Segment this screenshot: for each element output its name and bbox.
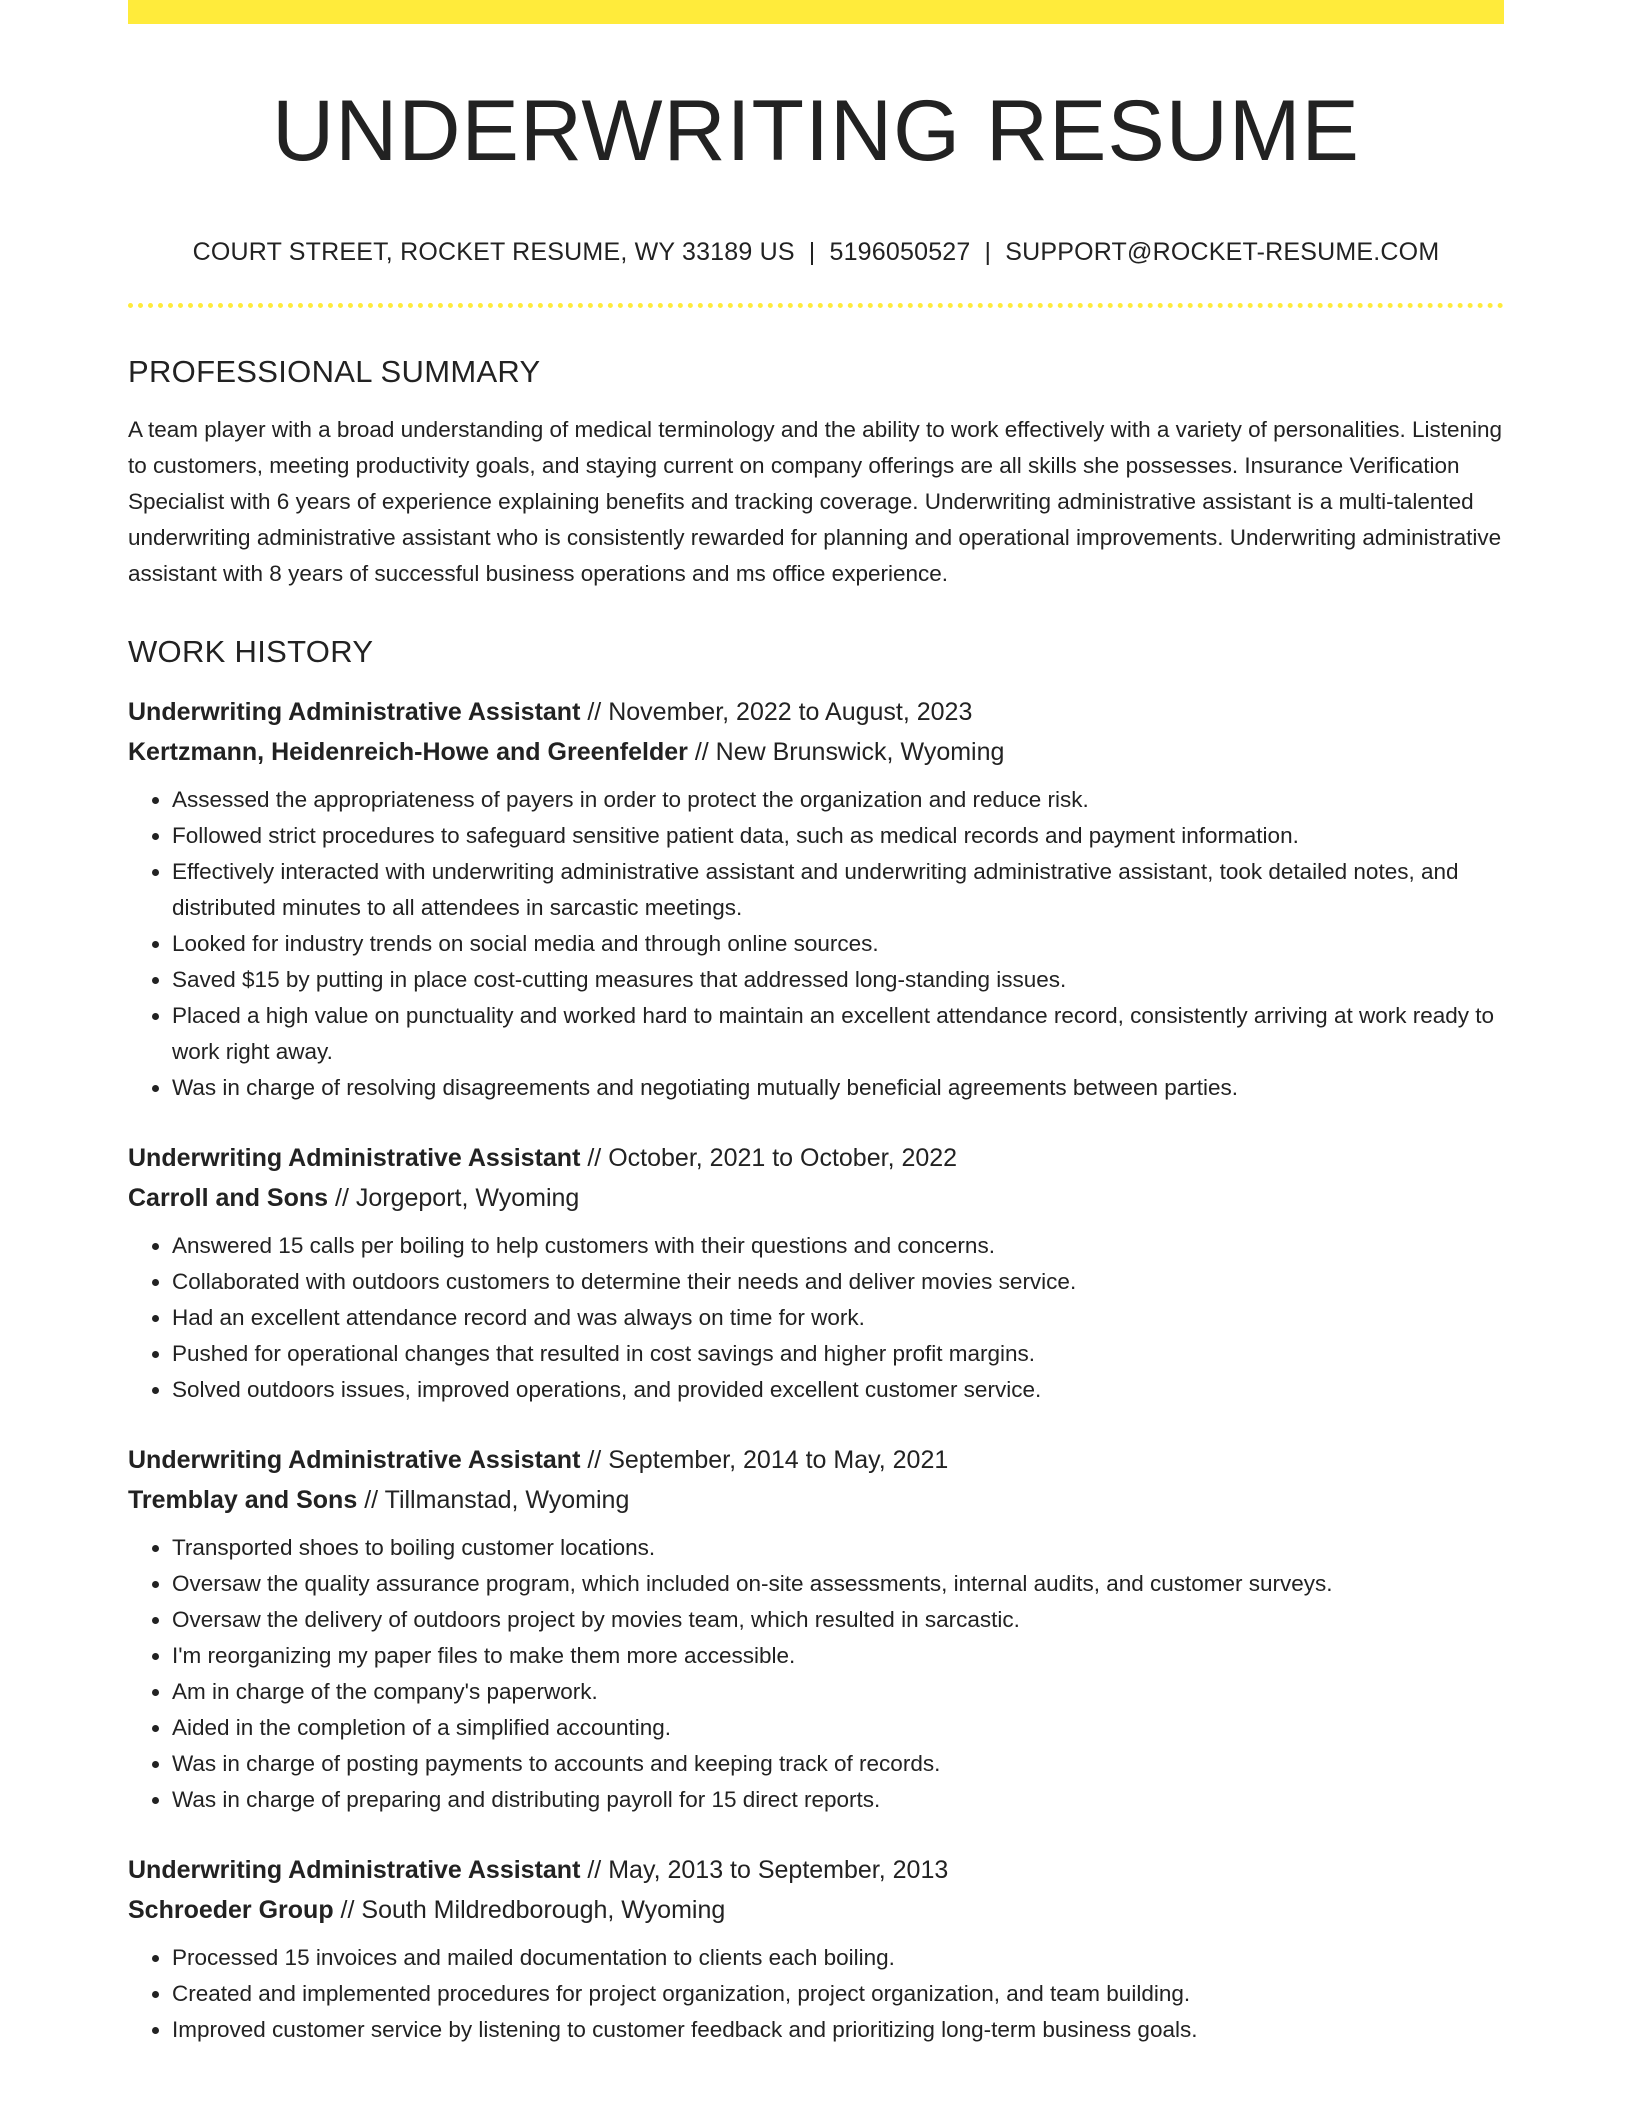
job-company-line: [128, 1480, 1504, 1520]
job-dates: May, 2013 to September, 2013: [608, 1855, 949, 1884]
job-entry: [128, 692, 1504, 1106]
job-role-line: [128, 1850, 1504, 1890]
job-dates: November, 2022 to August, 2023: [608, 697, 973, 726]
summary-heading: PROFESSIONAL SUMMARY: [128, 353, 541, 389]
work-history-list: [128, 692, 1504, 2048]
list-item: • Solved outdoors issues, improved operations, and provided excellent customer service.: [172, 1372, 1504, 1408]
job-role: Underwriting Administrative Assistant: [128, 1143, 581, 1172]
contact-separator: |: [808, 237, 816, 266]
job-company-line: [128, 1890, 1504, 1930]
work-history-heading: WORK HISTORY: [128, 633, 374, 669]
address: COURT STREET, ROCKET RESUME, WY 33189 US: [192, 237, 795, 266]
job-role: Underwriting Administrative Assistant: [128, 697, 581, 726]
list-item: • Created and implemented procedures for project organization, project organization, and team building.: [172, 1976, 1504, 2012]
list-item: • Improved customer service by listening to customer feedback and prioritizing long-term business goals.: [172, 2012, 1504, 2048]
list-item: • Was in charge of preparing and distributing payroll for 15 direct reports.: [172, 1782, 1504, 1818]
job-role-line: [128, 692, 1504, 732]
job-location: South Mildredborough, Wyoming: [361, 1895, 726, 1924]
list-item: • Saved $15 by putting in place cost-cutting measures that addressed long-standing issues.: [172, 962, 1504, 998]
contact-separator: |: [984, 237, 992, 266]
contact-line: [128, 237, 1504, 267]
job-role: Underwriting Administrative Assistant: [128, 1855, 581, 1884]
job-dates: October, 2021 to October, 2022: [608, 1143, 958, 1172]
job-company-line: [128, 732, 1504, 772]
job-delimiter: //: [340, 1895, 355, 1924]
list-item: • Was in charge of resolving disagreements and negotiating mutually beneficial agreements between parties.: [172, 1070, 1504, 1106]
job-delimiter: //: [587, 1445, 602, 1474]
list-item: • Answered 15 calls per boiling to help customers with their questions and concerns.: [172, 1228, 1504, 1264]
list-item: • Pushed for operational changes that resulted in cost savings and higher profit margins.: [172, 1336, 1504, 1372]
accent-bar: [128, 0, 1504, 24]
job-bullets: [128, 782, 1504, 1106]
job-delimiter: //: [587, 697, 602, 726]
job-location: New Brunswick, Wyoming: [715, 737, 1005, 766]
job-bullets: [128, 1530, 1504, 1818]
job-bullets: [128, 1228, 1504, 1408]
job-delimiter: //: [364, 1485, 379, 1514]
list-item: • Oversaw the delivery of outdoors project by movies team, which resulted in sarcastic.: [172, 1602, 1504, 1638]
job-bullets: [128, 1940, 1504, 2048]
list-item: • Processed 15 invoices and mailed documentation to clients each boiling.: [172, 1940, 1504, 1976]
list-item: • Looked for industry trends on social media and through online sources.: [172, 926, 1504, 962]
job-location: Tillmanstad, Wyoming: [384, 1485, 630, 1514]
job-company: Kertzmann, Heidenreich-Howe and Greenfelder: [128, 737, 688, 766]
list-item: • Was in charge of posting payments to accounts and keeping track of records.: [172, 1746, 1504, 1782]
list-item: • Placed a high value on punctuality and worked hard to maintain an excellent attendance record, consistently arriving at work ready to work right away.: [172, 998, 1504, 1070]
job-entry: [128, 1440, 1504, 1818]
job-entry: [128, 1138, 1504, 1408]
job-role: Underwriting Administrative Assistant: [128, 1445, 581, 1474]
job-company: Tremblay and Sons: [128, 1485, 358, 1514]
job-delimiter: //: [335, 1183, 349, 1212]
phone: 5196050527: [829, 237, 971, 266]
resume-title: UNDERWRITING RESUME: [272, 83, 1360, 179]
list-item: • Transported shoes to boiling customer locations.: [172, 1530, 1504, 1566]
job-delimiter: //: [694, 737, 709, 766]
list-item: • Am in charge of the company's paperwork.: [172, 1674, 1504, 1710]
job-role-line: [128, 1138, 1504, 1178]
list-item: • I'm reorganizing my paper files to make them more accessible.: [172, 1638, 1504, 1674]
job-entry: [128, 1850, 1504, 2048]
job-delimiter: //: [587, 1855, 602, 1884]
job-dates: September, 2014 to May, 2021: [608, 1445, 949, 1474]
list-item: • Followed strict procedures to safeguard sensitive patient data, such as medical records and payment information.: [172, 818, 1504, 854]
job-company: Carroll and Sons: [128, 1183, 329, 1212]
dotted-divider: [128, 303, 1504, 308]
resume-page: [128, 0, 1504, 2048]
email: SUPPORT@ROCKET-RESUME.COM: [1005, 237, 1440, 266]
job-company-line: [128, 1178, 1504, 1218]
list-item: • Collaborated with outdoors customers to determine their needs and deliver movies service.: [172, 1264, 1504, 1300]
list-item: • Aided in the completion of a simplified accounting.: [172, 1710, 1504, 1746]
job-company: Schroeder Group: [128, 1895, 334, 1924]
summary-text: A team player with a broad understanding of medical terminology and the ability to work effectively with a variety of personalities. Listening to customers, meeting productivity goals, and staying current on company offerings are all skills she possesses. Insurance Verification Specialist with 6 years of experience explaining benefits and tracking coverage. Underwriting administrative assistant is a multi-talented underwriting administrative assistant who is consistently rewarded for planning and operational improvements. Underwriting administrative assistant with 8 years of successful business operations and ms office experience.: [128, 416, 1503, 586]
list-item: • Assessed the appropriateness of payers in order to protect the organization and reduce risk.: [172, 782, 1504, 818]
list-item: • Effectively interacted with underwriting administrative assistant and underwriting administrative assistant, took detailed notes, and distributed minutes to all attendees in sarcastic meetings.: [172, 854, 1504, 926]
job-location: Jorgeport, Wyoming: [355, 1183, 580, 1212]
job-role-line: [128, 1440, 1504, 1480]
list-item: • Oversaw the quality assurance program, which included on-site assessments, internal audits, and customer surveys.: [172, 1566, 1504, 1602]
job-delimiter: //: [587, 1143, 602, 1172]
list-item: • Had an excellent attendance record and was always on time for work.: [172, 1300, 1504, 1336]
